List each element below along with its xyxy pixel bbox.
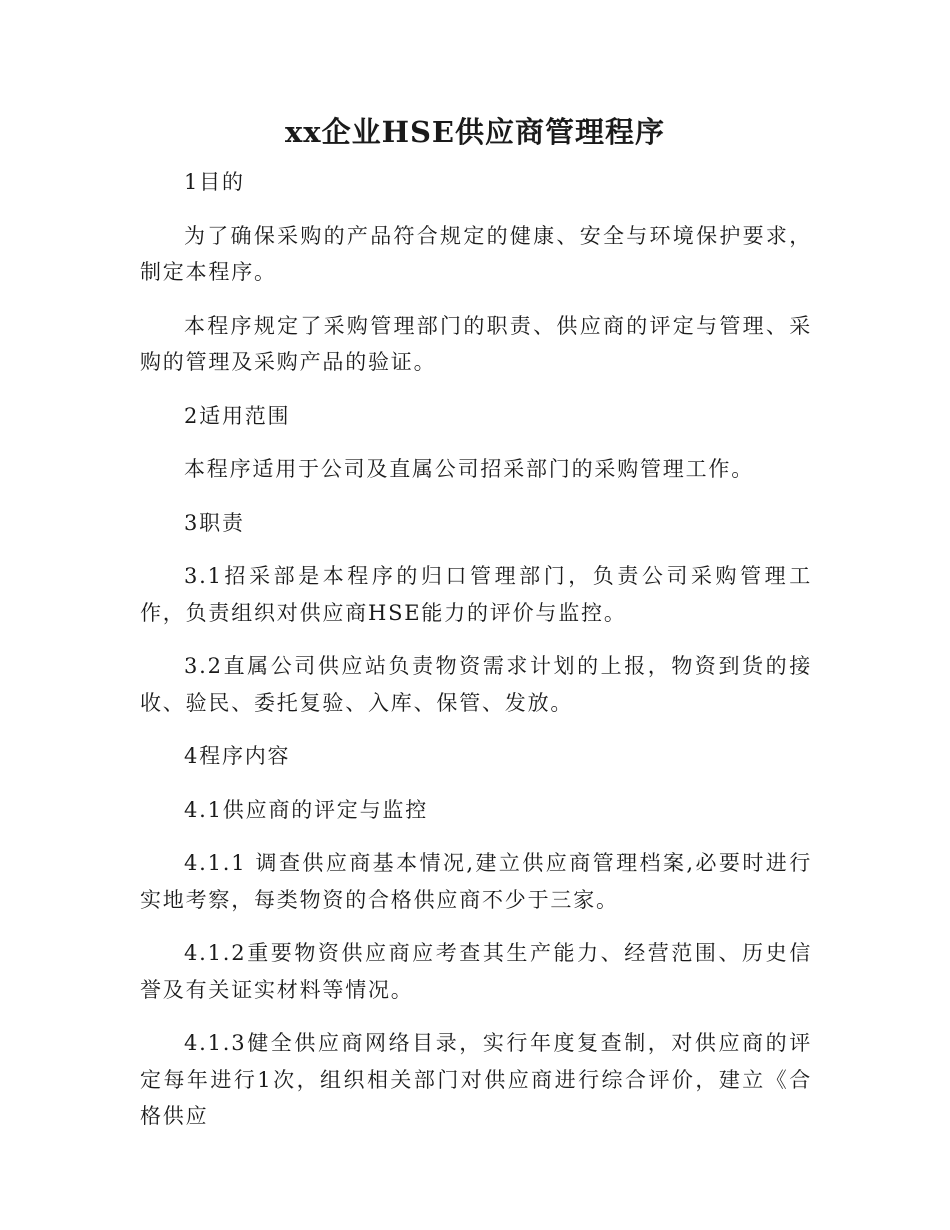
section-heading-procedure: 4程序内容 [184,744,291,768]
paragraph-purpose-1: 为了确保采购的产品符合规定的健康、安全与环境保护要求，制定本程序。 [140,223,812,284]
paragraph-responsibility-3-1: 3.1招采部是本程序的归口管理部门，负责公司采购管理工作，负责组织对供应商HSE能力的评价与监控。 [140,564,812,625]
paragraph-4-1-1: 4.1.1 调查供应商基本情况,建立供应商管理档案,必要时进行实地考察，每类物资的合格供应商不少于三家。 [140,851,812,912]
paragraph-4-1-2: 4.1.2重要物资供应商应考查其生产能力、经营范围、历史信誉及有关证实材料等情况。 [140,941,812,1002]
paragraph-4-1-3: 4.1.3健全供应商网络目录，实行年度复查制，对供应商的评定每年进行1次，组织相关部门对供应商进行综合评价，建立《合格供应 [140,1031,812,1128]
section-heading-purpose: 1目的 [184,170,245,194]
section-heading-responsibilities: 3职责 [184,510,245,535]
document-body [140,164,812,1152]
document-title: xx企业HSE供应商管理程序 [284,115,666,149]
paragraph-purpose-2: 本程序规定了采购管理部门的职责、供应商的评定与管理、采购的管理及采购产品的验证。 [140,313,812,374]
paragraph-responsibility-3-2: 3.2直属公司供应站负责物资需求计划的上报，物资到货的接收、验民、委托复验、入库、保管、发放。 [140,654,812,715]
section-heading-scope: 2适用范围 [184,403,291,428]
paragraph-scope: 本程序适用于公司及直属公司招采部门的采购管理工作。 [184,457,754,481]
subsection-heading-4-1: 4.1供应商的评定与监控 [184,797,428,822]
